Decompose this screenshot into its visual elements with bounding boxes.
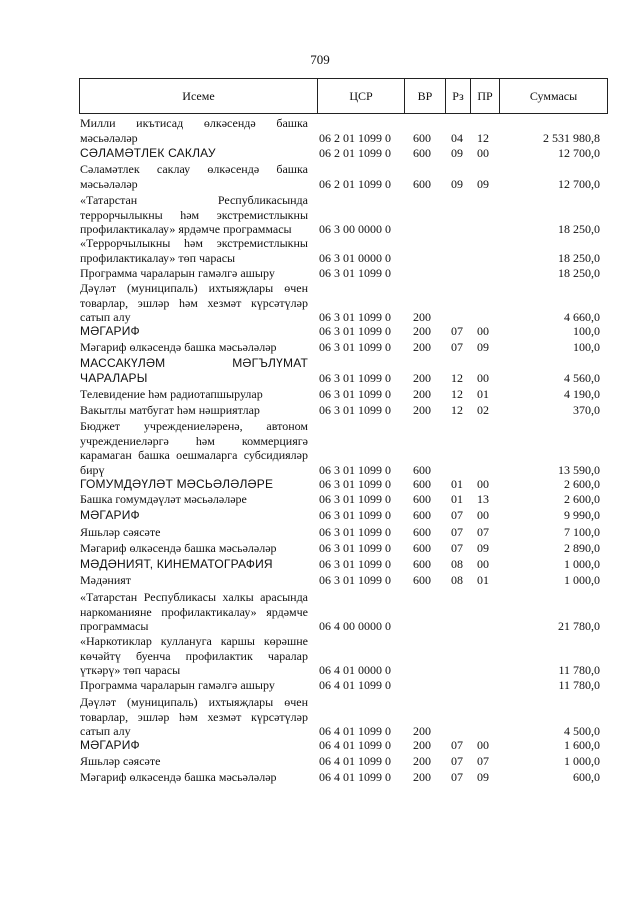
row-vr: 200 (413, 310, 431, 324)
table-row (0, 146, 640, 161)
row-sum: 2 600,0 (564, 477, 600, 491)
row-rz: 07 (451, 770, 463, 784)
row-vr: 600 (413, 525, 431, 539)
table-row (0, 356, 640, 385)
header-sum: Суммасы (529, 89, 578, 103)
row-csr: 06 4 01 1099 0 (319, 754, 391, 768)
row-sum: 18 250,0 (558, 222, 600, 236)
row-rz: 01 (451, 492, 463, 506)
table-row (0, 387, 640, 402)
row-vr: 600 (413, 573, 431, 587)
row-pr: 00 (477, 370, 489, 385)
row-sum: 13 590,0 (558, 462, 600, 477)
row-sum: 4 660,0 (564, 310, 600, 324)
row-pr: 07 (477, 525, 489, 539)
row-vr: 600 (413, 146, 431, 160)
row-rz: 07 (451, 525, 463, 539)
table-header (79, 78, 608, 114)
row-rz: 07 (451, 754, 463, 768)
row-csr: 06 3 01 1099 0 (319, 340, 391, 354)
row-pr: 09 (477, 176, 489, 191)
row-name: ГОМУМДӘҮЛӘТ МӘСЬӘЛӘЛӘРЕ (80, 477, 274, 491)
row-vr: 600 (413, 557, 431, 571)
row-name: «Татарстан Республикасы халкы арасында наркоманияне профилактикалау» ярдәмче программасы (80, 590, 308, 633)
row-pr: 02 (477, 403, 489, 417)
row-sum: 18 250,0 (558, 250, 600, 265)
table-row (0, 678, 640, 693)
row-name: Мәдәният (80, 573, 132, 587)
row-sum: 21 780,0 (558, 619, 600, 633)
table-row (0, 492, 640, 507)
row-csr: 06 3 01 1099 0 (319, 310, 391, 324)
row-name: Телевидение һәм радиотапшырулар (80, 387, 263, 401)
row-name: Яшьләр сәясәте (80, 754, 161, 768)
table-row (0, 508, 640, 523)
row-pr: 09 (477, 541, 489, 555)
table-row (0, 477, 640, 492)
row-rz: 07 (451, 541, 463, 555)
row-pr: 01 (477, 387, 489, 401)
row-vr: 200 (413, 387, 431, 401)
row-rz: 08 (451, 557, 463, 571)
row-sum: 100,0 (573, 324, 600, 338)
row-sum: 11 780,0 (558, 663, 600, 677)
row-sum: 7 100,0 (564, 525, 600, 539)
row-rz: 07 (451, 324, 463, 338)
row-name: Яшьләр сәясәте (80, 525, 161, 539)
row-name: «Татарстан Республикасында террорчылыкны һәм экстремистлыкны профилактикалау» ярдәмче программасы (80, 193, 308, 236)
row-name: «Наркотиклар куллануга каршы көрәшне көчәйтү буенча профилактик чаралар үткәрү» төп чарасы (80, 634, 308, 677)
row-pr: 00 (477, 324, 489, 338)
row-vr: 600 (413, 176, 431, 191)
page-number: 709 (310, 52, 330, 67)
row-vr: 200 (413, 403, 431, 417)
table-row (0, 193, 640, 237)
row-csr: 06 3 01 1099 0 (319, 370, 391, 385)
table-row (0, 541, 640, 556)
row-vr: 600 (413, 477, 431, 491)
row-csr: 06 3 01 1099 0 (319, 324, 391, 338)
table-row (0, 738, 640, 753)
row-name: Милли икътисад өлкәсендә башка мәсьәләләр (80, 116, 308, 145)
row-csr: 06 4 01 1099 0 (319, 724, 391, 738)
row-rz: 09 (451, 176, 463, 191)
row-name: Программа чараларын гамәлгә ашыру (80, 266, 275, 280)
row-name: Сәламәтлек саклау өлкәсендә башка мәсьәләләр (80, 162, 308, 191)
row-vr: 200 (413, 340, 431, 354)
table-row (0, 590, 640, 634)
row-name: Дәүләт (муниципаль) ихтыяҗлары өчен товарлар, эшләр һәм хезмәт күрсәтүләр сатып алу (80, 281, 308, 324)
row-name: Башка гомумдәүләт мәсьәләләре (80, 492, 247, 506)
table-row (0, 770, 640, 785)
row-vr: 600 (413, 508, 431, 522)
row-rz: 07 (451, 340, 463, 354)
row-sum: 9 990,0 (564, 508, 600, 522)
row-csr: 06 3 01 1099 0 (319, 573, 391, 587)
header-pr: ПР (477, 89, 493, 103)
row-vr: 600 (413, 541, 431, 555)
row-name: МӘГАРИФ (80, 738, 140, 752)
row-rz: 12 (451, 387, 463, 401)
row-csr: 06 3 01 1099 0 (319, 403, 391, 417)
table-row (0, 525, 640, 540)
row-csr: 06 4 01 1099 0 (319, 738, 391, 752)
row-vr: 200 (413, 754, 431, 768)
row-csr: 06 3 01 1099 0 (319, 508, 391, 522)
row-name: Мәгариф өлкәсендә башка мәсьәләләр (80, 770, 277, 784)
row-name: Программа чараларын гамәлгә ашыру (80, 678, 275, 692)
row-csr: 06 4 01 1099 0 (319, 770, 391, 784)
row-name: МӘДӘНИЯТ, КИНЕМАТОГРАФИЯ (80, 557, 273, 571)
row-pr: 12 (477, 130, 489, 145)
table-row (0, 340, 640, 355)
row-csr: 06 2 01 1099 0 (319, 130, 391, 145)
row-csr: 06 4 01 0000 0 (319, 663, 391, 677)
row-pr: 00 (477, 146, 489, 160)
row-sum: 11 780,0 (558, 678, 600, 692)
row-sum: 2 531 980,8 (543, 130, 600, 145)
row-name: Бюджет учреждениеләренә, автоном учреждениеләргә һәм коммерциягә карамаган башка оешмаларга субсидияләр бирү (80, 419, 308, 477)
row-sum: 12 700,0 (558, 146, 600, 160)
row-pr: 07 (477, 754, 489, 768)
row-name: Мәгариф өлкәсендә башка мәсьәләләр (80, 541, 277, 555)
row-sum: 4 560,0 (564, 370, 600, 385)
row-pr: 00 (477, 508, 489, 522)
row-pr: 00 (477, 477, 489, 491)
table-row (0, 754, 640, 769)
row-vr: 200 (413, 370, 431, 385)
row-rz: 07 (451, 508, 463, 522)
row-pr: 09 (477, 770, 489, 784)
row-vr: 200 (413, 738, 431, 752)
row-csr: 06 4 00 0000 0 (319, 619, 391, 633)
row-sum: 4 500,0 (564, 724, 600, 738)
row-csr: 06 3 01 1099 0 (319, 462, 391, 477)
table-row (0, 324, 640, 339)
header-rz: Рз (452, 89, 464, 103)
row-csr: 06 3 01 1099 0 (319, 525, 391, 539)
row-name: МӘГАРИФ (80, 324, 140, 338)
row-rz: 12 (451, 403, 463, 417)
table-row (0, 266, 640, 281)
table-row (0, 634, 640, 678)
table-row (0, 236, 640, 265)
table-row (0, 557, 640, 572)
row-name: «Террорчылыкны һәм экстремистлыкны профилактикалау» төп чарасы (80, 236, 308, 265)
row-pr: 00 (477, 738, 489, 752)
row-csr: 06 4 01 1099 0 (319, 678, 391, 692)
row-vr: 200 (413, 770, 431, 784)
row-sum: 18 250,0 (558, 266, 600, 280)
row-csr: 06 3 01 1099 0 (319, 266, 391, 280)
row-rz: 01 (451, 477, 463, 491)
row-sum: 1 000,0 (564, 754, 600, 768)
header-name: Исеме (182, 89, 215, 103)
table-row (0, 695, 640, 739)
row-vr: 600 (413, 462, 431, 477)
row-sum: 1 000,0 (564, 573, 600, 587)
row-vr: 200 (413, 724, 431, 738)
row-csr: 06 3 01 1099 0 (319, 492, 391, 506)
row-rz: 12 (451, 370, 463, 385)
table-row (0, 419, 640, 477)
row-vr: 600 (413, 492, 431, 506)
row-csr: 06 3 01 1099 0 (319, 477, 391, 491)
row-sum: 2 890,0 (564, 541, 600, 555)
row-pr: 00 (477, 557, 489, 571)
row-name: СӘЛАМӘТЛЕК САКЛАУ (80, 146, 216, 160)
table-row (0, 162, 640, 191)
row-rz: 04 (451, 130, 463, 145)
row-name: Мәгариф өлкәсендә башка мәсьәләләр (80, 340, 277, 354)
row-csr: 06 3 01 0000 0 (319, 250, 391, 265)
row-csr: 06 3 01 1099 0 (319, 557, 391, 571)
row-rz: 07 (451, 738, 463, 752)
row-name: Вакытлы матбугат һәм нәшриятлар (80, 403, 260, 417)
row-csr: 06 3 01 1099 0 (319, 541, 391, 555)
row-sum: 1 000,0 (564, 557, 600, 571)
row-vr: 200 (413, 324, 431, 338)
row-name: Дәүләт (муниципаль) ихтыяҗлары өчен товарлар, эшләр һәм хезмәт күрсәтүләр сатып алу (80, 695, 308, 738)
row-sum: 370,0 (573, 403, 600, 417)
table-row (0, 116, 640, 145)
row-sum: 100,0 (573, 340, 600, 354)
row-vr: 600 (413, 130, 431, 145)
row-name: МАССАКҮЛӘМ МӘГЪЛҮМАТ ЧАРАЛАРЫ (80, 356, 308, 385)
header-vr: ВР (417, 89, 433, 103)
row-sum: 1 600,0 (564, 738, 600, 752)
row-rz: 08 (451, 573, 463, 587)
row-csr: 06 2 01 1099 0 (319, 176, 391, 191)
table-row (0, 281, 640, 325)
row-name: МӘГАРИФ (80, 508, 140, 522)
row-sum: 12 700,0 (558, 176, 600, 191)
row-csr: 06 3 00 0000 0 (319, 222, 391, 236)
row-pr: 01 (477, 573, 489, 587)
row-pr: 13 (477, 492, 489, 506)
row-pr: 09 (477, 340, 489, 354)
row-sum: 4 190,0 (564, 387, 600, 401)
row-sum: 600,0 (573, 770, 600, 784)
row-csr: 06 2 01 1099 0 (319, 146, 391, 160)
header-csr: ЦСР (349, 89, 373, 103)
row-sum: 2 600,0 (564, 492, 600, 506)
table-row (0, 403, 640, 418)
row-csr: 06 3 01 1099 0 (319, 387, 391, 401)
table-row (0, 573, 640, 588)
row-rz: 09 (451, 146, 463, 160)
